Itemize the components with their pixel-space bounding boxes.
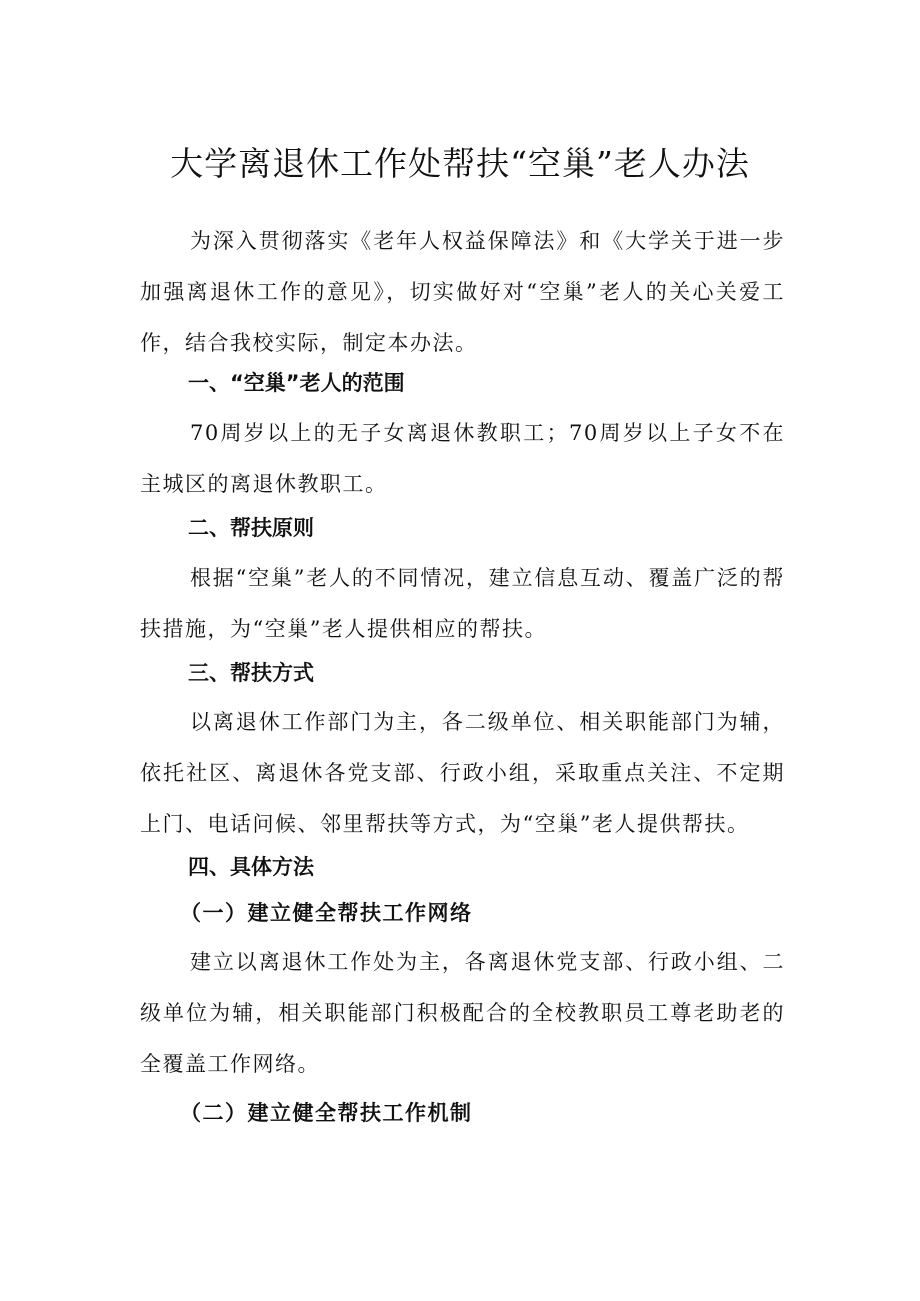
section-heading-methods: 四、具体方法 xyxy=(188,855,314,879)
intro-paragraph: 为深入贯彻落实《老年人权益保障法》和《大学关于进一步加强离退休工作的意见》，切实做好对“空巢”老人的关心关爱工作，结合我校实际，制定本办法。 xyxy=(140,229,785,355)
section-heading-scope: 一、“空巢”老人的范围 xyxy=(188,371,405,395)
section-body-scope: 70周岁以上的无子女离退休教职工；70周岁以上子女不在主城区的离退休教职工。 xyxy=(140,421,785,496)
section-heading-approach: 三、帮扶方式 xyxy=(188,661,314,685)
section-body-principle: 根据“空巢”老人的不同情况，建立信息互动、覆盖广泛的帮扶措施，为“空巢”老人提供相应的帮扶。 xyxy=(140,566,785,641)
subsection-body-network: 建立以离退休工作处为主，各离退休党支部、行政小组、二级单位为辅，相关职能部门积极配合的全校教职员工尊老助老的全覆盖工作网络。 xyxy=(140,950,785,1076)
subsection-heading-network: （一）建立健全帮扶工作网络 xyxy=(180,900,473,925)
subsection-heading-mechanism: （二）建立健全帮扶工作机制 xyxy=(180,1100,473,1125)
section-body-approach: 以离退休工作部门为主，各二级单位、相关职能部门为辅，依托社区、离退休各党支部、行政小组，采取重点关注、不定期上门、电话问候、邻里帮扶等方式，为“空巢”老人提供帮扶。 xyxy=(140,710,785,836)
document-title: 大学离退休工作处帮扶“空巢”老人办法 xyxy=(170,144,750,183)
section-heading-principle: 二、帮扶原则 xyxy=(188,516,314,540)
